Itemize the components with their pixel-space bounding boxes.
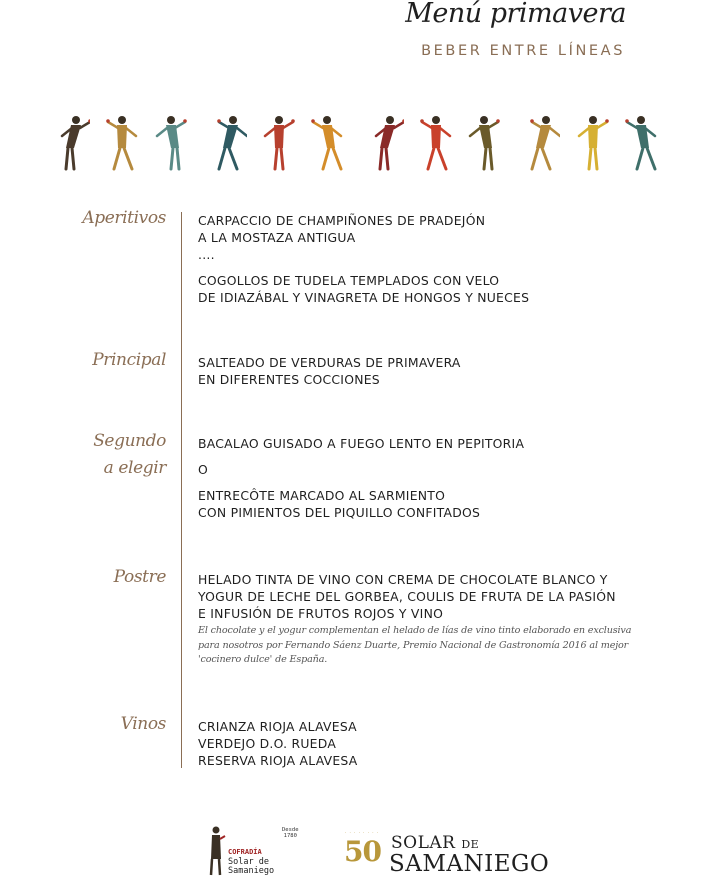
footer: [0, 820, 714, 879]
section-label: [121, 711, 166, 738]
menu-item-note-line: 'cocinero dulce' de España.: [198, 654, 328, 665]
vertical-divider: [181, 212, 182, 768]
anniversary-ring-icon: · · · · · · · ·: [345, 830, 380, 835]
section-items: [198, 435, 628, 521]
item-gap: [198, 478, 628, 487]
standing-figure-icon: [520, 112, 560, 172]
menu-item: [198, 435, 628, 452]
anniversary-number: 50: [344, 835, 381, 868]
menu-item-line: VERDEJO D.O. RUEDA: [198, 736, 337, 751]
menu-item-line: O: [198, 462, 209, 477]
cofradia-desde-label: Desde: [282, 827, 299, 833]
section-label: [92, 347, 166, 374]
menu-item: [198, 212, 628, 263]
section-label: [93, 428, 166, 482]
cofradia-figure-icon: [208, 825, 226, 877]
accordion-figure-icon: [207, 112, 247, 172]
standing-figure-icon: [102, 112, 142, 172]
menu-title: Menú primavera: [405, 0, 626, 29]
menu-item-note: [198, 624, 632, 668]
section-label: [82, 205, 166, 232]
section-label-line: a elegir: [103, 458, 166, 478]
menu-item-line: CON PIMIENTOS DEL PIQUILLO CONFITADOS: [198, 505, 481, 520]
section-items: [198, 212, 628, 306]
solar-samaniego-logo: [344, 828, 550, 878]
cofradia-desde-year: 1780: [283, 833, 297, 839]
menu-item-line: ENTRECÔTE MARCADO AL SARMIENTO: [198, 488, 446, 503]
menu-item-note-line: para nosotros por Fernando Sáenz Duarte, Premio Nacional de Gastronomía 2016 al mejor: [198, 639, 629, 651]
samaniego-word: SAMANIEGO: [389, 851, 550, 877]
standing-figure-icon: [311, 112, 351, 172]
running-figure-icon: [50, 112, 90, 172]
dancing-figure-icon: [259, 112, 299, 172]
kneeling-figure-icon: [364, 112, 404, 172]
menu-item: [198, 272, 628, 306]
section-label-line: Aperitivos: [82, 208, 166, 228]
cofradia-solar: [228, 858, 274, 876]
menu-item-line: A LA MOSTAZA ANTIGUA: [198, 230, 356, 245]
menu-item-line: ....: [198, 247, 215, 262]
menu-item-line: CRIANZA RIOJA ALAVESA: [198, 719, 357, 734]
menu-item-line: EN DIFERENTES COCCIONES: [198, 372, 380, 387]
menu-item: [198, 461, 628, 478]
menu-item-line: RESERVA RIOJA ALAVESA: [198, 753, 358, 768]
menu-item-line: SALTEADO DE VERDURAS DE PRIMAVERA: [198, 355, 461, 370]
menu-item-line: DE IDIAZÁBAL Y VINAGRETA DE HONGOS Y NUECES: [198, 290, 530, 305]
section-label-line: Segundo: [93, 431, 166, 451]
item-gap: [198, 452, 628, 461]
cofradia-logo: [208, 822, 303, 878]
section-label-line: Postre: [113, 567, 166, 587]
menu-item-note-line: El chocolate y el yogur complementan el helado de lías de vino tinto elaborado en exclusiva: [198, 625, 632, 636]
cofradia-samaniego-line: Samaniego: [228, 866, 275, 876]
standing-figure-icon: [468, 112, 508, 172]
section-label: [114, 564, 166, 591]
menu-item-line: YOGUR DE LECHE DEL GORBEA, COULIS DE FRUTA DE LA PASIÓN: [198, 589, 616, 604]
solar-word-main: SOLAR: [391, 833, 456, 853]
item-gap: [198, 263, 628, 272]
cofradia-name: COFRADÍA: [228, 848, 262, 856]
menu-item: [198, 354, 628, 388]
solar-word: [391, 833, 479, 853]
leaping-figure-icon: [416, 112, 456, 172]
menu-item: [198, 487, 628, 521]
menu-item-line: COGOLLOS DE TUDELA TEMPLADOS CON VELO: [198, 273, 500, 288]
solar-word-de: DE: [461, 838, 480, 851]
section-label-line: Vinos: [120, 714, 166, 734]
menu-subtitle: BEBER ENTRE LÍNEAS: [421, 43, 625, 59]
section-items: [198, 718, 628, 769]
menu-item: [198, 571, 632, 668]
dancing-figures-illustration: [50, 108, 665, 172]
running-figure-icon: [625, 112, 665, 172]
menu-item-line: BACALAO GUISADO A FUEGO LENTO EN PEPITORIA: [198, 436, 525, 451]
cofradia-desde: [282, 827, 299, 839]
section-items: [198, 571, 632, 668]
cofradia-solar-line: Solar de: [228, 857, 269, 867]
section-items: [198, 354, 628, 388]
juggling-figure-icon: [573, 112, 613, 172]
bowing-figure-icon: [155, 112, 195, 172]
menu-item: [198, 718, 628, 769]
section-label-line: Principal: [92, 350, 166, 370]
menu-item-line: E INFUSIÓN DE FRUTOS ROJOS Y VINO: [198, 606, 444, 621]
menu-item-line: CARPACCIO DE CHAMPIÑONES DE PRADEJÓN: [198, 213, 486, 228]
menu-item-line: HELADO TINTA DE VINO CON CREMA DE CHOCOLATE BLANCO Y: [198, 572, 608, 587]
